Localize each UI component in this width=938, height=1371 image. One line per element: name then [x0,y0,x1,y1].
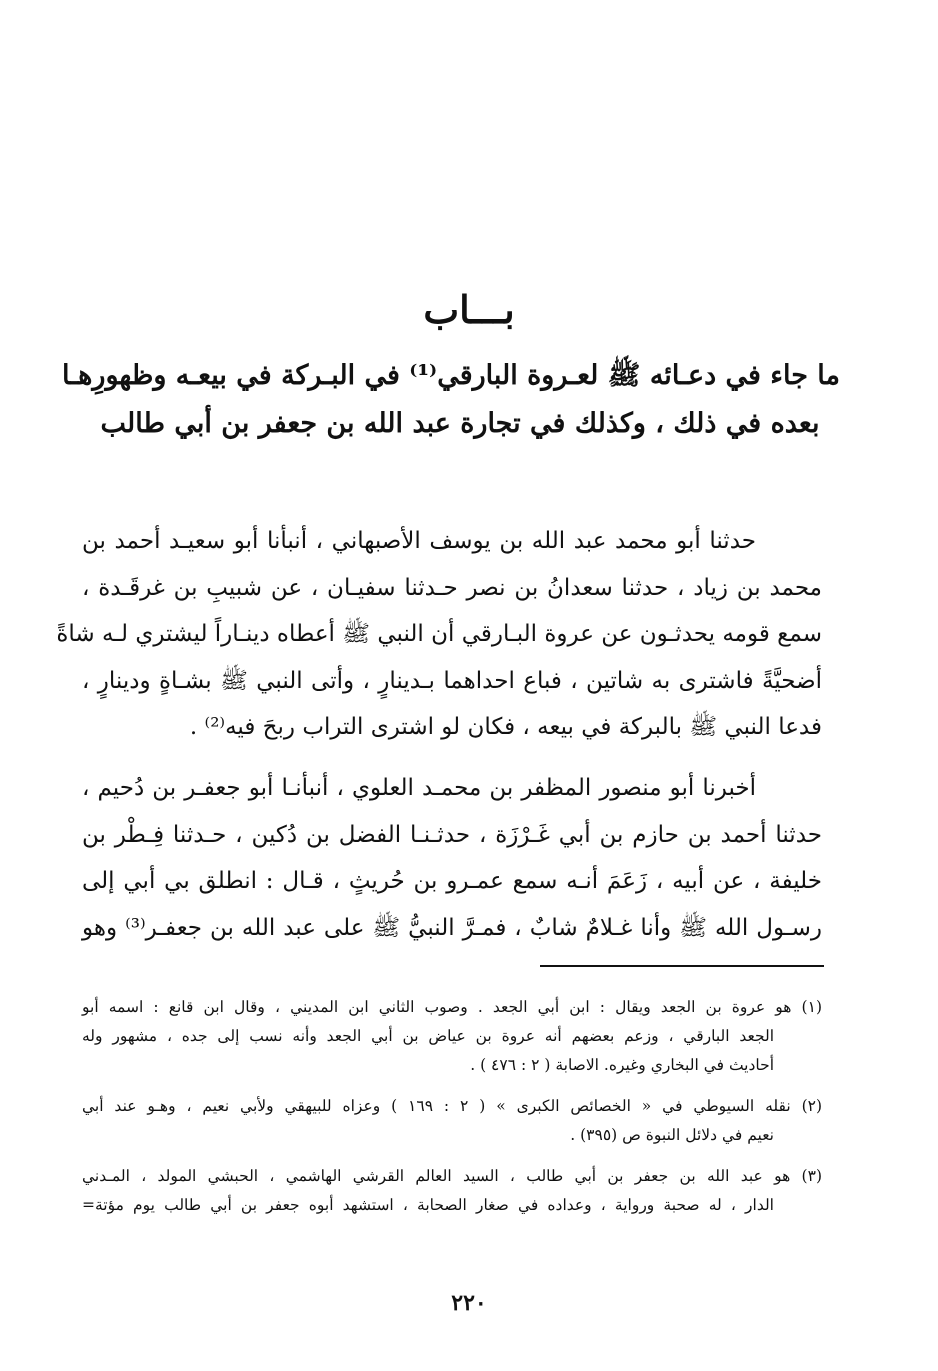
paragraph-line: رسـول الله ﷺ وأنا غـلامٌ شابٌ ، فمـرَّ النبيُّ ﷺ على عبد الله بن جعفـر⁽³⁾ وهو [82,914,822,941]
paragraph-line: أضحيَّةً فاشترى به شاتين ، فباع احداهما بـدينارٍ ، وأتى النبي ﷺ بشـاةٍ ودينارٍ ، [82,667,822,694]
paragraph-line: خليفة ، عن أبيه ، زَعَمَ أنـه سمع عمـرو بن حُريثٍ ، قـال : انطلق بي أبي إلى [82,868,822,894]
paragraph-line: محمد بن زياد ، حدثنا سعدانُ بن نصر حـدثنا سفيـان ، عن شبيبِ بن غرقَـدة ، [82,574,822,601]
footnote-1 [82,993,822,1080]
paragraph-line: أخبرنا أبو منصور المظفر بن محمـد العلوي ، أنبأنـا أبو جعفـر بن دُحيم ، [82,775,756,801]
chapter-title [62,352,840,448]
footnote-line: الدار ، له صحبة ورواية ، وعداده في صغار الصحابة ، استشهد أبوه جعفر بن أبي طالب يوم مؤتة= [82,1196,774,1214]
page-number: ٢٢٠ [451,1290,487,1316]
footnote-separator [540,965,824,967]
footnote-line: (١) هو عروة بن الجعد ويقال : ابن أبي الجعد . وصوب الثاني ابن المديني ، وقال ابن قانع : اسمه أبو [82,998,822,1016]
footnote-line: نعيم في دلائل النبوة ص (٣٩٥) . [570,1126,774,1144]
paragraph-line: فدعا النبي ﷺ بالبركة في بيعه ، فكان لو اشترى التراب ربحَ فيه⁽²⁾ . [189,714,822,740]
chapter-title-line: بعده في ذلك ، وكذلك في تجارة عبد الله بن جعفر بن أبي طالب [100,408,820,439]
paragraph-line: حدثنا أحمد بن حازم بن أبي غَـرْزَة ، حدثـنـا الفضل بن دُكين ، حـدثنا فِـطْر بن [82,821,822,848]
chapter-title-line: ما جاء في دعـائه ﷺ لعـروة البارقي⁽¹⁾ في البـركة في بيعـه وظهورِهـا [62,360,840,391]
paragraph-line: حدثنا أبو محمد عبد الله بن يوسف الأصبهاني ، أنبأنا أبو سعيـد أحمد بن [82,528,756,554]
footnote-line: (٣) هو عبد الله بن جعفر بن أبي طالب ، السيد العالم القرشي الهاشمي ، الحبشي المولد ، المـدني [82,1167,822,1185]
hadith-paragraph-1 [56,518,822,751]
footnote-2 [82,1092,822,1150]
hadith-paragraph-2 [82,765,822,951]
paragraph-line: سمع قومه يحدثـون عن عروة البـارقي أن النبي ﷺ أعطاه دينـاراً ليشتري لـه شاةً [56,621,822,647]
footnote-line: الجعد البارقي ، وزعم بعضهم أنه عروة بن عياض بن أبي الجعد وأنه نسب إلى جده ، مشهور وله [82,1027,774,1045]
footnote-line: (٢) نقله السيوطي في « الخصائص الكبرى » ( ٢ : ١٦٩ ) وعزاه للبيهقي ولأبي نعيم ، وهـو عند أبي [82,1097,823,1115]
footnote-3 [82,1162,822,1220]
footnote-line: أحاديث في البخاري وغيره. الاصابة ( ٢ : ٤٧٦ ) . [470,1056,774,1074]
chapter-heading: بـــاب [423,287,515,332]
footnotes [82,993,822,1232]
